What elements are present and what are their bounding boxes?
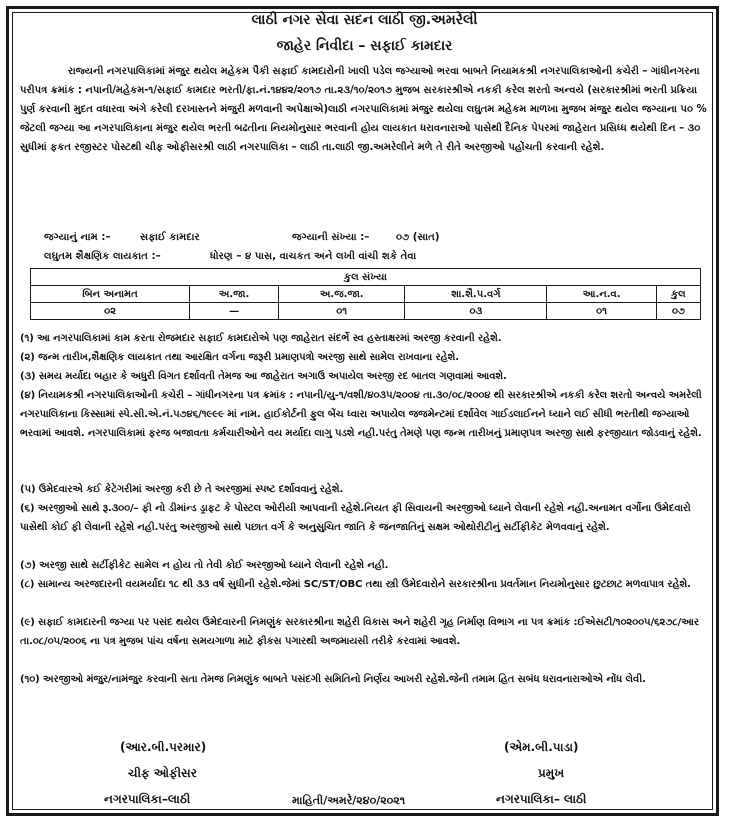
header-subtitle: જાહેર નિવીદા – સફાઈ કામદાર: [276, 38, 453, 54]
category-table: [30, 268, 701, 320]
post-name-label: જગ્યાનું નામ :–: [44, 232, 111, 243]
condition-8: (૮) સામાન્ય અરજદારની વયમર્યાદા ૧૮ થી ૩૩ વર્ષ સુધીની રહેશે.જેમાં SC/ST/OBC તથા સ્ત્રી ઉમેદવારોને સરકારશ્રીના પ્રવર્તમાન નિયમોનુસાર છુટછાટ મળવાપાત્ર રહેશે.: [20, 579, 691, 590]
table-header: કુલ: [656, 286, 700, 303]
intro-paragraph: રાજ્યની નગરપાલિકામાં મંજુર થયેલ મહેકમ પૈકી સફાઈ કામદારોની ખાલી પડેલ જગ્યાઓ ભરવા બાબતે નિયામકશ્રી નગરપાલિકાઓની કચેરી – ગાંધીનગરના પરીપત્ર ક્રમાંક : નપાની/મહેકમ-૧/સફાઈ કામદાર ભરતી/ફા.નં.૧૪૪૨/૨૦૧૭ તા.૨૩/૧૦/૨૦૧૭ મુજબ સરકારશ્રીએ નકકી કરેલ શરતો અન્વયે (સરકારશ્રીમાં ભરતી પ્રક્રિયા પુર્ણ કરવાની મુદત વધારવા અંગે કરેલી દરખાસ્તને મંજુરી મળવાની અપેક્ષાએ)લાઠી નગરપાલિકામાં મંજુર થયેલા લઘુતમ મહેકમ માળખા મુજબ મંજુર થયેલ જગ્યાના ૫૦ % જેટલી જગ્યા આ નગરપાલિકાના મંજુર થયેલ ભરતી બઢતીના નિયમોનુસાર ભરવાની હોય લાયકાત ધરાવનારાઓ પાસેથી દૈનિક પેપરમાં જાહેરાત પ્રસિધ્ધ થયેથી દિન – ૩૦ સુધીમાં ફકત રજીસ્ટર પોસ્ટથી ચીફ ઓફીસરશ્રી લાઠી નગરપાલિકા – લાઠી તા.લાઠી જી.અમરેલીને મળે તે રીતે અરજીઓ પહોંચતી કરવાની રહેશે.: [20, 66, 707, 153]
table-header: અ.જ.જા.: [279, 286, 405, 303]
condition-1: (૧) આ નગરપાલિકામાં કામ કરતા રોજમદાર સફાઈ કામદારોએ પણ જાહેરાત સંદર્ભે સ્વ હસ્તાક્ષરમાં અરજી કરવાની રહેશે.: [20, 333, 502, 344]
table-header: અ.જા.: [190, 286, 279, 303]
table-row: [31, 303, 701, 320]
condition-6: (૬) અરજીઓ સાથે રૂ.૩૦૦/– ફી નો ડીમાંન્ડ ડ્રાફટ કે પોસ્ટલ ઓરીયી આપવાની રહેશે.નિયત ફી સિવાયની અરજીઓ ધ્યાને લેવાની રહેશે નહી.અનામત વર્ગોના ઉમેદવારો પાસેથી કોઈ ફી લેવાની રહેશે નહી.પરંતુ અરજીઓ સાથે પછાત વર્ગ કે અનુસુચિત જાતિ કે જનજાતિનું સક્ષમ ઓથોરીટીનું સર્ટીફીકેટ મેળવવાનું રહેશે.: [20, 503, 691, 533]
table-cell: ૦૧: [547, 303, 656, 320]
left-signatory-title: ચીફ ઓફીસર: [128, 766, 197, 780]
condition-2: (૨) જન્મ તારીખ,શૈક્ષણિક લાયકાત તથા આરક્ષિત વર્ગના જરૂરી પ્રમાણપત્રો અરજી સાથે સામેલ રાખવાના રહેશે.: [20, 352, 459, 363]
right-signatory-title: પ્રમુખ: [538, 766, 565, 780]
table-cell: ૦૧: [279, 303, 405, 320]
table-title: કુલ સંખ્યા: [31, 269, 701, 286]
table-header-row: [31, 286, 701, 303]
condition-4: (૪) નિયામકશ્રી નગરપાલિકાઓની કચેરી – ગાંધીનગરના પત્ર ક્રમાંક : નપાની/યુ-૧/વશી/૪૦૩૫/૨૦૦૪ તા.૩૦/૦૮/૨૦૦૪ થી સરકારશ્રીએ નકકી કરેલ શરતો અન્વયે અમરેલી નગરપાલિકાના કિસ્સામાં સ્પે.સી.એ.નં.૫૭૪૬/૧૯૯૯ માં નામ. હાઈકોર્ટની ફુલ બેંચ ધ્વારા અપાયેલ જજમેન્ટમાં દર્શાવેલ ગાઈડલાઈનને ધ્યાને લઈ સીધી ભરતીથી જગ્યાઓ ભરવામાં આવશે. નગરપાલિકામાં ફરજ બજાવતા કર્મચારીઓને વય મર્યાદા લાગુ પડશે નહી.પરંતુ તેમણે પણ જન્મ તારીખનું પ્રમાણપત્ર અરજી સાથે ફરજીયાત જોડવાનું રહેશે.: [20, 390, 702, 439]
post-name-value: સફાઈ કામદાર: [140, 232, 200, 243]
condition-3: (૩) સમય મર્યાદા બહાર કે અધુરી વિગત દર્શાવતી તેમજ આ જાહેરાત અગાઉ અપાયેલ અરજી રદ બાતલ ગણવામાં આવશે.: [20, 371, 507, 382]
left-signatory-name: (આર.બી.પરમાર): [120, 740, 207, 754]
table-cell: —: [190, 303, 279, 320]
post-count-label: જગ્યાની સંખ્યા :–: [292, 232, 370, 243]
condition-7: (૭) અરજી સાથે સર્ટીફીકેટ સામેલ ન હોય તો તેવી કોઈ અરજીઓ ધ્યાને લેવાની રહેશે નહી.: [20, 560, 389, 571]
left-signatory-org: નગરપાલિકા–લાઠી: [104, 792, 191, 806]
condition-10: (૧૦) અરજીઓ મંજુર/નામંજુર કરવાની સતા તેમજ નિમણુંક બાબતે પસંદગી સમિતિનો નિર્ણય આખરી રહેશે.જેની તમામ હિત સબંધ ધરાવનારાઓએ નોંધ લેવી.: [20, 674, 646, 685]
table-header: શા.શૈ.પ.વર્ગ: [405, 286, 547, 303]
qualification-value: ધોરણ – ૪ પાસ, વાચકત અને લખી વાંચી શકે તેવા: [210, 251, 417, 262]
table-header: આ.ન.વ.: [547, 286, 656, 303]
right-signatory-name: (એમ.બી.પાડા): [504, 740, 579, 754]
table-header: બિન અનામત: [31, 286, 190, 303]
condition-9: (૯) સફાઈ કામદારની જગ્યા પર પસંદ થયેલ ઉમેદવારની નિમણુંક સરકારશ્રીના શહેરી વિકાસ અને શહેરી ગૃહ નિર્માણ વિભાગ ના પત્ર ક્રમાંક :ઈએસટી/૧૦૨૦૦૫/૬૨૭૮/આર તા.૦૮/૦૫/૨૦૦૬ ના પત્ર મુજબ પાંચ વર્ષના સમયગાળા માટે ફીકસ પગારથી અજમાયસી તરીકે કરવામાં આવશે.: [20, 617, 699, 647]
reference-number: માહિતી/અમરે/૨૪૦/૨૦૨૧: [292, 794, 406, 807]
table-cell: ૦૨: [31, 303, 190, 320]
qualification-label: લઘુતમ શૈક્ષણિક લાયકાત :–: [44, 251, 161, 262]
table-cell: ૦૩: [405, 303, 547, 320]
header-title: લાઠી નગર સેવા સદન લાઠી જી.અમરેલી: [251, 12, 478, 28]
post-count-value: ૦૭ (સાત): [396, 232, 440, 243]
condition-5: (૫) ઉમેદવારએ કઈ કેટેગરીમાં અરજી કરી છે તે અરજીમાં સ્પષ્ટ દર્શાવવાનું રહેશે.: [20, 484, 344, 495]
table-cell: ૦૭: [656, 303, 700, 320]
table-title-row: [31, 269, 701, 286]
right-signatory-org: નગરપાલિકા– લાઠી: [496, 792, 587, 806]
